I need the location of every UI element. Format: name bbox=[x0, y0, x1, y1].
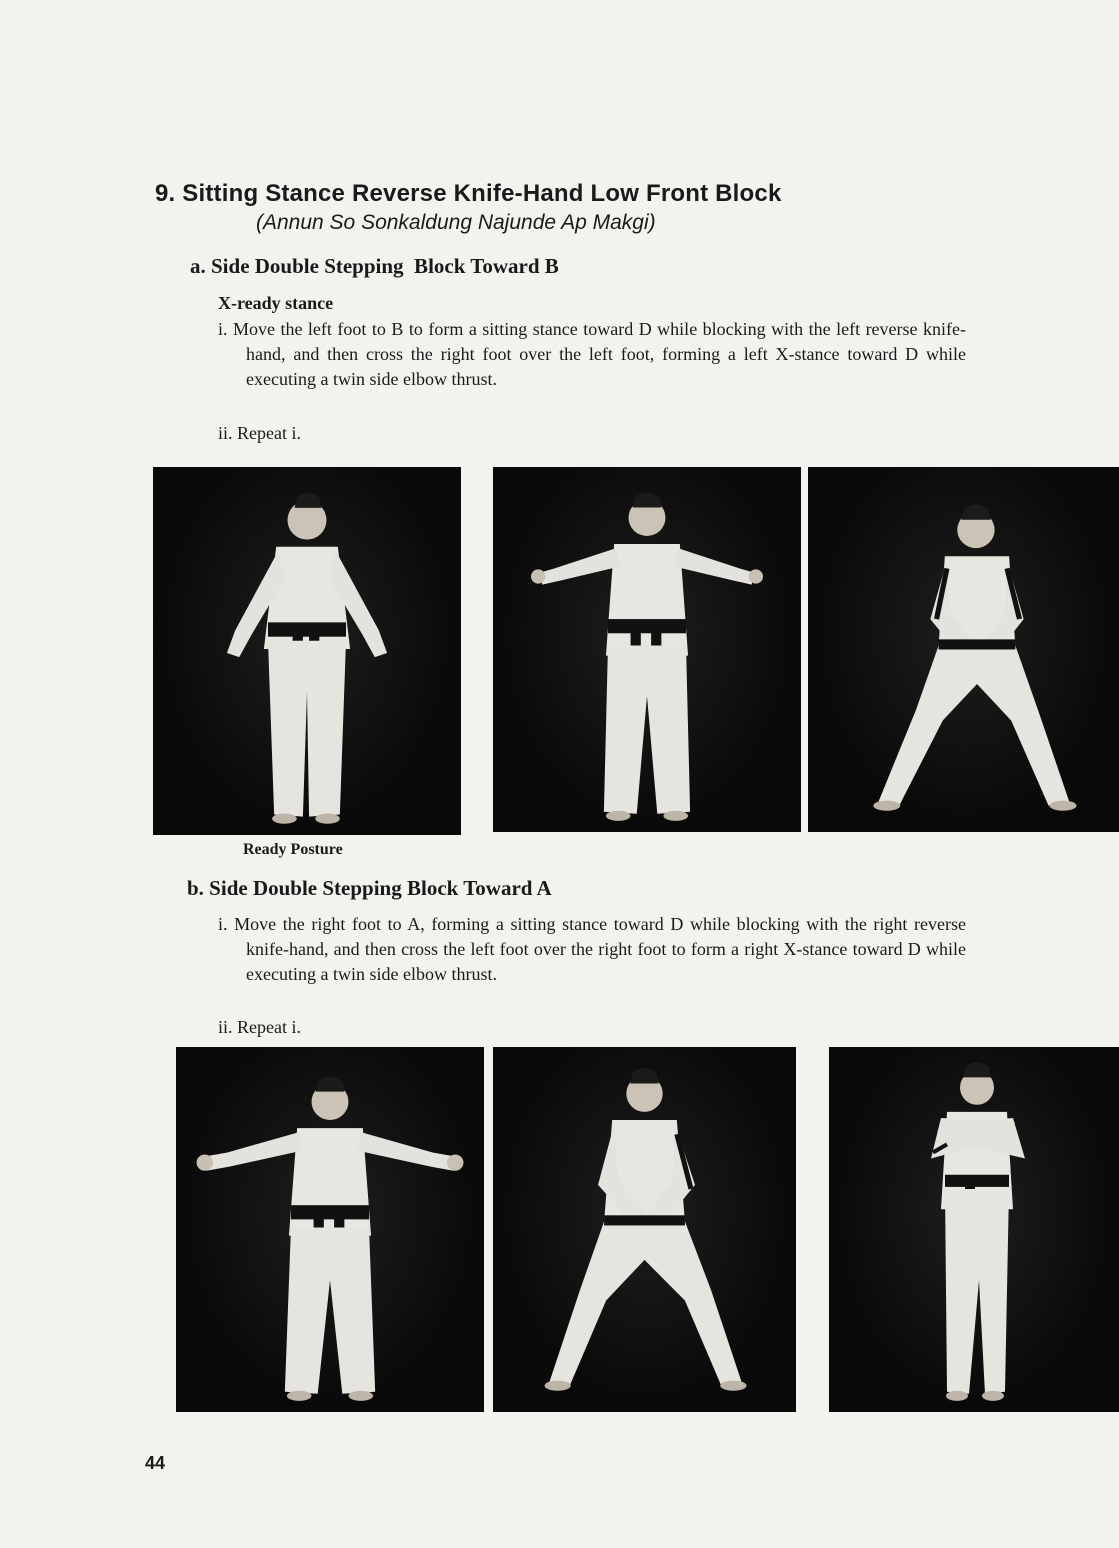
photo-step-b-x-stance bbox=[829, 1047, 1119, 1412]
figure-reverse-knife-hand bbox=[493, 1047, 796, 1412]
figure-knife-hand-block bbox=[808, 467, 1119, 832]
photo-ready-posture bbox=[153, 467, 461, 835]
part-a-heading: a. Side Double Stepping Block Toward B bbox=[190, 254, 559, 278]
photo-caption-ready-posture: Ready Posture bbox=[243, 841, 343, 858]
part-a-step-2: ii. Repeat i. bbox=[218, 423, 301, 443]
figure-twin-elbow-thrust bbox=[176, 1047, 484, 1412]
photo-step-a-x-stance bbox=[808, 467, 1119, 832]
photo-step-a-sitting-stance bbox=[493, 467, 801, 832]
photo-step-b-elbow-thrust bbox=[176, 1047, 484, 1412]
section-title: 9. Sitting Stance Reverse Knife-Hand Low Front Block bbox=[155, 180, 782, 207]
figure-x-stance bbox=[829, 1047, 1119, 1412]
figure-ready-posture bbox=[153, 467, 461, 835]
figure-elbow-thrust bbox=[493, 467, 801, 832]
page-number: 44 bbox=[145, 1453, 166, 1473]
photo-step-b-sitting-stance bbox=[493, 1047, 796, 1412]
part-b-step-2: ii. Repeat i. bbox=[218, 1017, 301, 1037]
part-b-heading: b. Side Double Stepping Block Toward A bbox=[187, 876, 552, 900]
section-subtitle: (Annun So Sonkaldung Najunde Ap Makgi) bbox=[256, 211, 656, 234]
part-a-step-1: i. Move the left foot to B to form a sitting stance toward D while blocking with the left reverse knife-hand, and then cross the right foot over the left foot, forming a left X-stance toward D while executing a twin side elbow thrust. bbox=[218, 319, 966, 389]
stance-label: X-ready stance bbox=[218, 293, 334, 313]
part-b-step-1: i. Move the right foot to A, forming a sitting stance toward D while blocking with the right reverse knife-hand, and then cross the left foot over the right foot to form a right X-stance toward D while executing a twin side elbow thrust. bbox=[218, 914, 966, 984]
